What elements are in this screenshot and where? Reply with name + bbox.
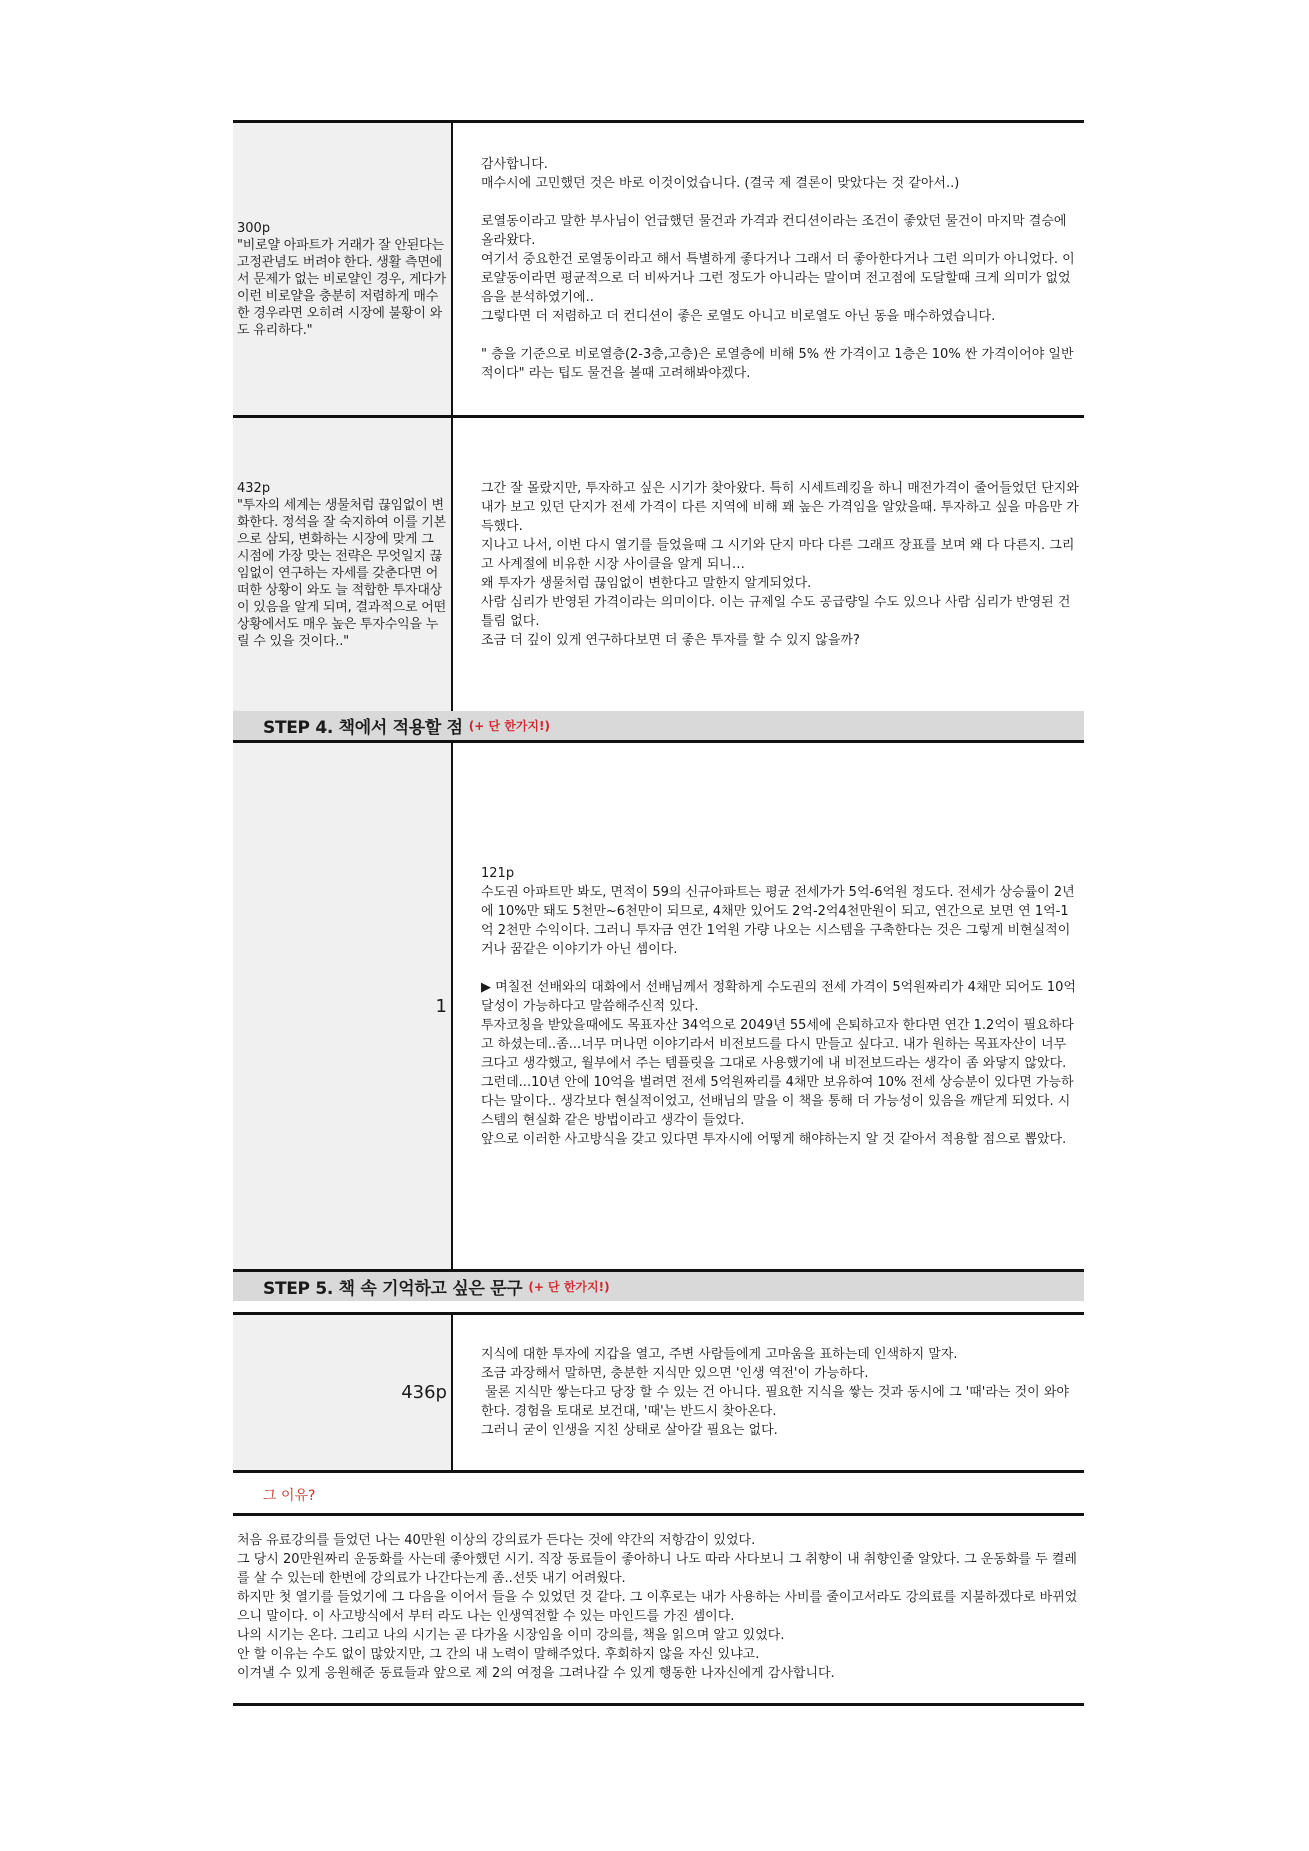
response-line: 앞으로 이러한 사고방식을 갖고 있다면 투자시에 어떻게 해야하는지 알 것 같아서 적용할 점으로 뽑았다. xyxy=(481,1131,1067,1147)
response-line: 조금 과장해서 말하면, 충분한 지식만 있으면 '인생 역전'이 가능하다. xyxy=(481,1366,869,1381)
quote-text: "투자의 세계는 생물처럼 끊임없이 변화한다. 정석을 잘 숙지하여 이를 기본으로 삼되, 변화하는 시장에 맞게 그 시점에 가장 맞는 전략은 무엇일지 끊임없이 연구하는 자세를 갖춘다면 어떠한 상황이 와도 늘 적합한 투자대상이 있음을 알게 되며, 결과적으로 어떤 상황에서도 매우 높은 투자수익을 누릴 수 있을 것이다.." xyxy=(237,497,446,649)
memorable-quote-cell xyxy=(453,1315,1084,1470)
response-line: 그렇다면 더 저렴하고 더 컨디션이 좋은 로열도 아니고 비로열도 아닌 동을 매수하였습니다. xyxy=(481,309,996,324)
step4-title: STEP 4. 책에서 적용할 점 xyxy=(263,718,463,738)
quote-cell xyxy=(233,123,453,415)
response-line: 매수시에 고민했던 것은 바로 이것이었습니다. (결국 제 결론이 맞았다는 것 같아서..) xyxy=(481,176,960,191)
book-review-page xyxy=(233,120,1084,1706)
response-line: 그런데...10년 안에 10억을 벌려면 전세 5억원짜리를 4채만 보유하여 10% 전세 상승분이 있다면 가능하다는 말이다.. 생각보다 현실적이었고, 선배님의 말을 이 책을 통해 더 가능성이 있음을 깨닫게 되었다. 시스템의 현실화 같은 방법이라고 생각이 들었다. xyxy=(481,1074,1074,1128)
reason-line: 안 할 이유는 수도 없이 많았지만, 그 간의 내 노력이 말해주었다. 후회하지 않을 자신 있냐고. xyxy=(237,1647,760,1662)
response-line: 감사합니다. xyxy=(481,157,548,172)
response-line: 사람 심리가 반영된 가격이라는 의미이다. 이는 규제일 수도 공급량일 수도 있으나 사람 심리가 반영된 건 틀림 없다. xyxy=(481,595,1075,629)
quote-text: "비로얄 아파트가 거래가 잘 안된다는 고정관념도 버려야 한다. 생활 측면에서 문제가 없는 비로얄인 경우, 게다가 이런 비로얄을 충분히 저렴하게 매수한 경우라면 오히려 시장에 불황이 와도 유리하다." xyxy=(237,237,446,338)
quote-block-300p xyxy=(233,120,1084,415)
response-cell xyxy=(453,123,1084,415)
response-line: 그간 잘 몰랐지만, 투자하고 싶은 시기가 찾아왔다. 특히 시세트레킹을 하니 매전가격이 줄어들었던 단지와 내가 보고 있던 단지가 전세 가격이 다른 지역에 비해 꽤 높은 가격임을 알았을때. 투자하고 싶을 마음만 가득했다. xyxy=(481,481,1083,534)
response-line: 왜 투자가 생물처럼 끊임없이 변한다고 말한지 알게되었다. xyxy=(481,576,812,591)
response-line: 수도권 아파트만 봐도, 면적이 59의 신규아파트는 평균 전세가가 5억-6억원 정도다. 전세가 상승률이 2년에 10%만 돼도 5천만~6천만이 되므로, 4채만 있어도 2억-2억4천만원이 되고, 연간으로 보면 연 1억-1억 2천만 수익이다. 그러니 투자금 연간 1억원 가량 나오는 시스템을 구축한다는 것은 그렇게 비현실적이거나 꿈같은 이야기가 아닌 셈이다. xyxy=(481,884,1075,957)
response-line: ▶ 며칠전 선배와의 대화에서 선배님께서 정확하게 수도권의 전세 가격이 5억원짜리가 4채만 되어도 10억 달성이 가능하다고 말씀해주신적 있다. xyxy=(481,979,1081,1014)
response-line: 조금 더 깊이 있게 연구하다보면 더 좋은 투자를 할 수 있지 않을까? xyxy=(481,633,860,648)
quote-page-cell xyxy=(233,1315,453,1470)
reason-line: 나의 시기는 온다. 그리고 나의 시기는 곧 다가올 시장임을 이미 강의를, 책을 읽으며 알고 있었다. xyxy=(237,1628,785,1643)
apply-number: 1 xyxy=(435,995,447,1017)
reason-text-block xyxy=(233,1513,1084,1706)
reason-line: 하지만 첫 열기를 들었기에 그 다음을 이어서 들을 수 있었던 것 같다. 그 이후로는 내가 사용하는 사비를 줄이고서라도 강의료를 지불하겠다로 바뀌었으니 말이다. 이 사고방식에서 부터 라도 나는 인생역전할 수 있는 마인드를 가진 셈이다. xyxy=(237,1590,1078,1624)
quote-cell xyxy=(233,418,453,711)
reason-line: 이겨낼 수 있게 응원해준 동료들과 앞으로 제 2의 여정을 그려나갈 수 있게 행동한 나자신에게 감사합니다. xyxy=(237,1666,835,1681)
apply-response-cell xyxy=(453,743,1084,1269)
response-line: 투자코칭을 받았을때에도 목표자산 34억으로 2049년 55세에 은퇴하고자 한다면 연간 1.2억이 필요하다고 하셨는데..좀...너무 머나먼 이야기라서 비전보드를 다시 만들고 싶다고. 내가 원하는 목표자산이 너무 크다고 생각했고, 월부에서 주는 템플릿을 그대로 사용했기에 내 비전보드라는 생각이 좀 와닿지 않았다. xyxy=(481,1017,1074,1071)
response-line: 지나고 나서, 이번 다시 열기를 들었을때 그 시기와 단지 마다 다른 그래프 장표를 보며 왜 다 다른지. 그리고 사계절에 비유한 시장 사이클을 알게 되니… xyxy=(481,538,1075,572)
response-line: 물론 지식만 쌓는다고 당장 할 수 있는 건 아니다. 필요한 지식을 쌓는 것과 동시에 그 '때'라는 것이 와야한다. 경험을 토대로 보건대, '때'는 반드시 찾아온다. xyxy=(481,1385,1069,1419)
quote-page-ref: 432p xyxy=(237,480,271,496)
step4-note: (+ 단 한가지!) xyxy=(468,719,550,733)
apply-number-cell xyxy=(233,743,453,1269)
quote-block-432p xyxy=(233,415,1084,711)
response-line: 지식에 대한 투자에 지갑을 열고, 주변 사람들에게 고마움을 표하는데 인색하지 말자. xyxy=(481,1347,958,1362)
reason-line: 처음 유료강의를 들었던 나는 40만원 이상의 강의료가 든다는 것에 약간의 저항감이 있었다. xyxy=(237,1533,756,1548)
step5-block xyxy=(233,1312,1084,1470)
step5-note: (+ 단 한가지!) xyxy=(528,1280,610,1294)
quote-page-ref: 436p xyxy=(401,1382,447,1403)
response-line: " 층을 기준으로 비로열층(2-3층,고층)은 로열층에 비해 5% 싼 가격이고 1층은 10% 싼 가격이어야 일반적이다" 라는 팁도 물건을 볼때 고려해봐야겠다. xyxy=(481,347,1074,381)
response-line: 여기서 중요한건 로열동이라고 해서 특별하게 좋다거나 그래서 더 좋아한다거나 그런 의미가 아니었다. 이 로얄동이라면 평균적으로 더 비싸거나 그런 정도가 아니라는 말이며 전고점에 도달할때 크게 의미가 없었음을 분석하였기에.. xyxy=(481,252,1079,305)
step5-header xyxy=(233,1269,1084,1301)
reason-line: 그 당시 20만원짜리 운동화를 사는데 좋아했던 시기. 직장 동료들이 좋아하니 나도 따라 사다보니 그 취향이 내 취향인줄 알았다. 그 운동화를 두 켤레를 살 수 있는데 한번에 강의료가 나간다는게 좀..선뜻 내기 어려웠다. xyxy=(237,1552,1077,1586)
response-line: 121p xyxy=(481,865,515,881)
reason-label: 그 이유? xyxy=(233,1470,1084,1513)
step4-block xyxy=(233,740,1084,1269)
response-line: 그러니 굳이 인생을 지친 상태로 살아갈 필요는 없다. xyxy=(481,1423,778,1438)
response-cell xyxy=(453,418,1084,711)
step5-title: STEP 5. 책 속 기억하고 싶은 문구 xyxy=(263,1279,523,1299)
quote-page-ref: 300p xyxy=(237,220,271,236)
response-line: 로열동이라고 말한 부사님이 언급했던 물건과 가격과 컨디션이라는 조건이 좋았던 물건이 마지막 결승에 올라왔다. xyxy=(481,214,1071,248)
step4-header xyxy=(233,711,1084,740)
